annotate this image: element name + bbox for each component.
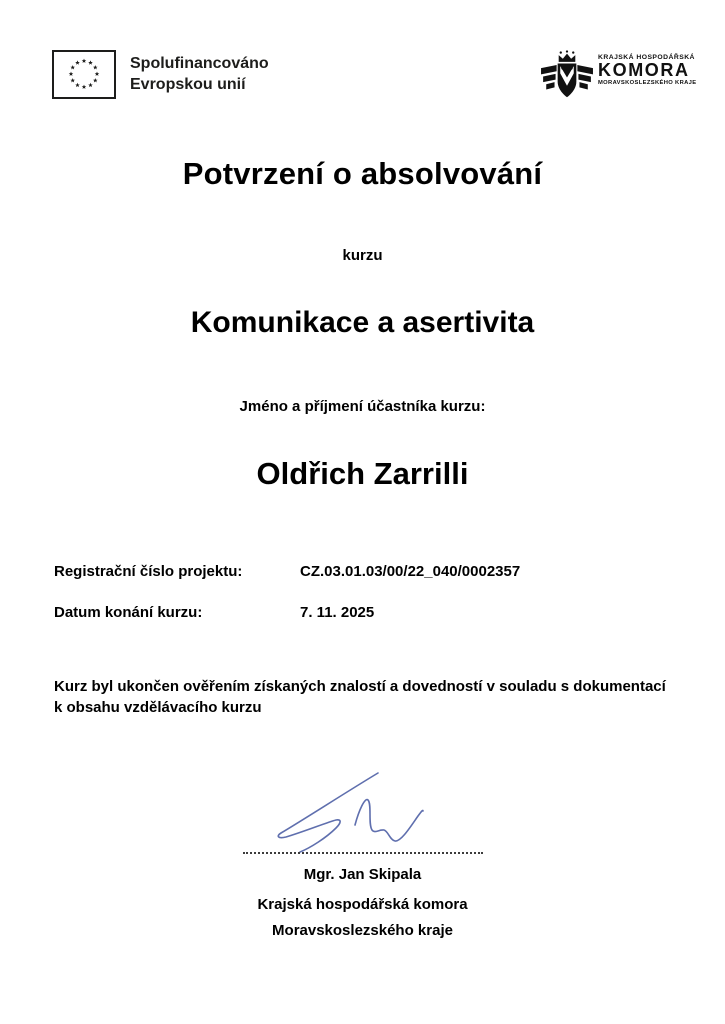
khk-logo	[540, 49, 696, 106]
page-title: Potvrzení o absolvování	[182, 156, 543, 191]
completion-note: Kurz byl ukončen ověřením získaných znalostí a dovedností v souladu s dokumentací k obsahu vzdělávacího kurzu	[54, 678, 666, 716]
khk-logo-text	[598, 54, 696, 86]
eu-cofunded-line1: Spolufinancováno	[130, 55, 269, 72]
course-date-value: 7. 11. 2025	[300, 604, 375, 621]
detail-row-date	[54, 604, 671, 621]
eu-cofunded-line2: Evropskou unií	[130, 76, 246, 93]
khk-crest-icon	[540, 49, 594, 106]
signatory-org-line2: Moravskoslezského kraje	[272, 922, 453, 939]
signature-dotted-line	[243, 838, 483, 854]
registration-number-label: Registrační číslo projektu:	[54, 563, 243, 580]
detail-row-registration	[54, 563, 671, 580]
signatory-org-line1: Krajská hospodářská komora	[257, 896, 468, 913]
khk-logo-line2: KOMORA	[598, 60, 690, 80]
signatory-name: Mgr. Jan Skipala	[303, 866, 422, 883]
eu-cofunded-logo	[52, 50, 269, 99]
khk-logo-line1: KRAJSKÁ HOSPODÁŘSKÁ	[598, 54, 695, 61]
khk-logo-line3: MORAVSKOSLEZSKÉHO KRAJE	[598, 80, 697, 86]
eu-flag-stars	[54, 52, 114, 97]
participant-label: Jméno a příjmení účastníka kurzu:	[239, 398, 486, 415]
course-name: Komunikace a asertivita	[190, 306, 535, 339]
course-date-label: Datum konání kurzu:	[54, 604, 203, 621]
eu-cofunded-text	[130, 53, 269, 95]
subtitle-kurzu: kurzu	[342, 247, 383, 264]
registration-number-value: CZ.03.01.03/00/22_040/0002357	[300, 563, 521, 580]
eu-flag-icon	[52, 50, 116, 99]
participant-name: Oldřich Zarrilli	[256, 456, 469, 491]
